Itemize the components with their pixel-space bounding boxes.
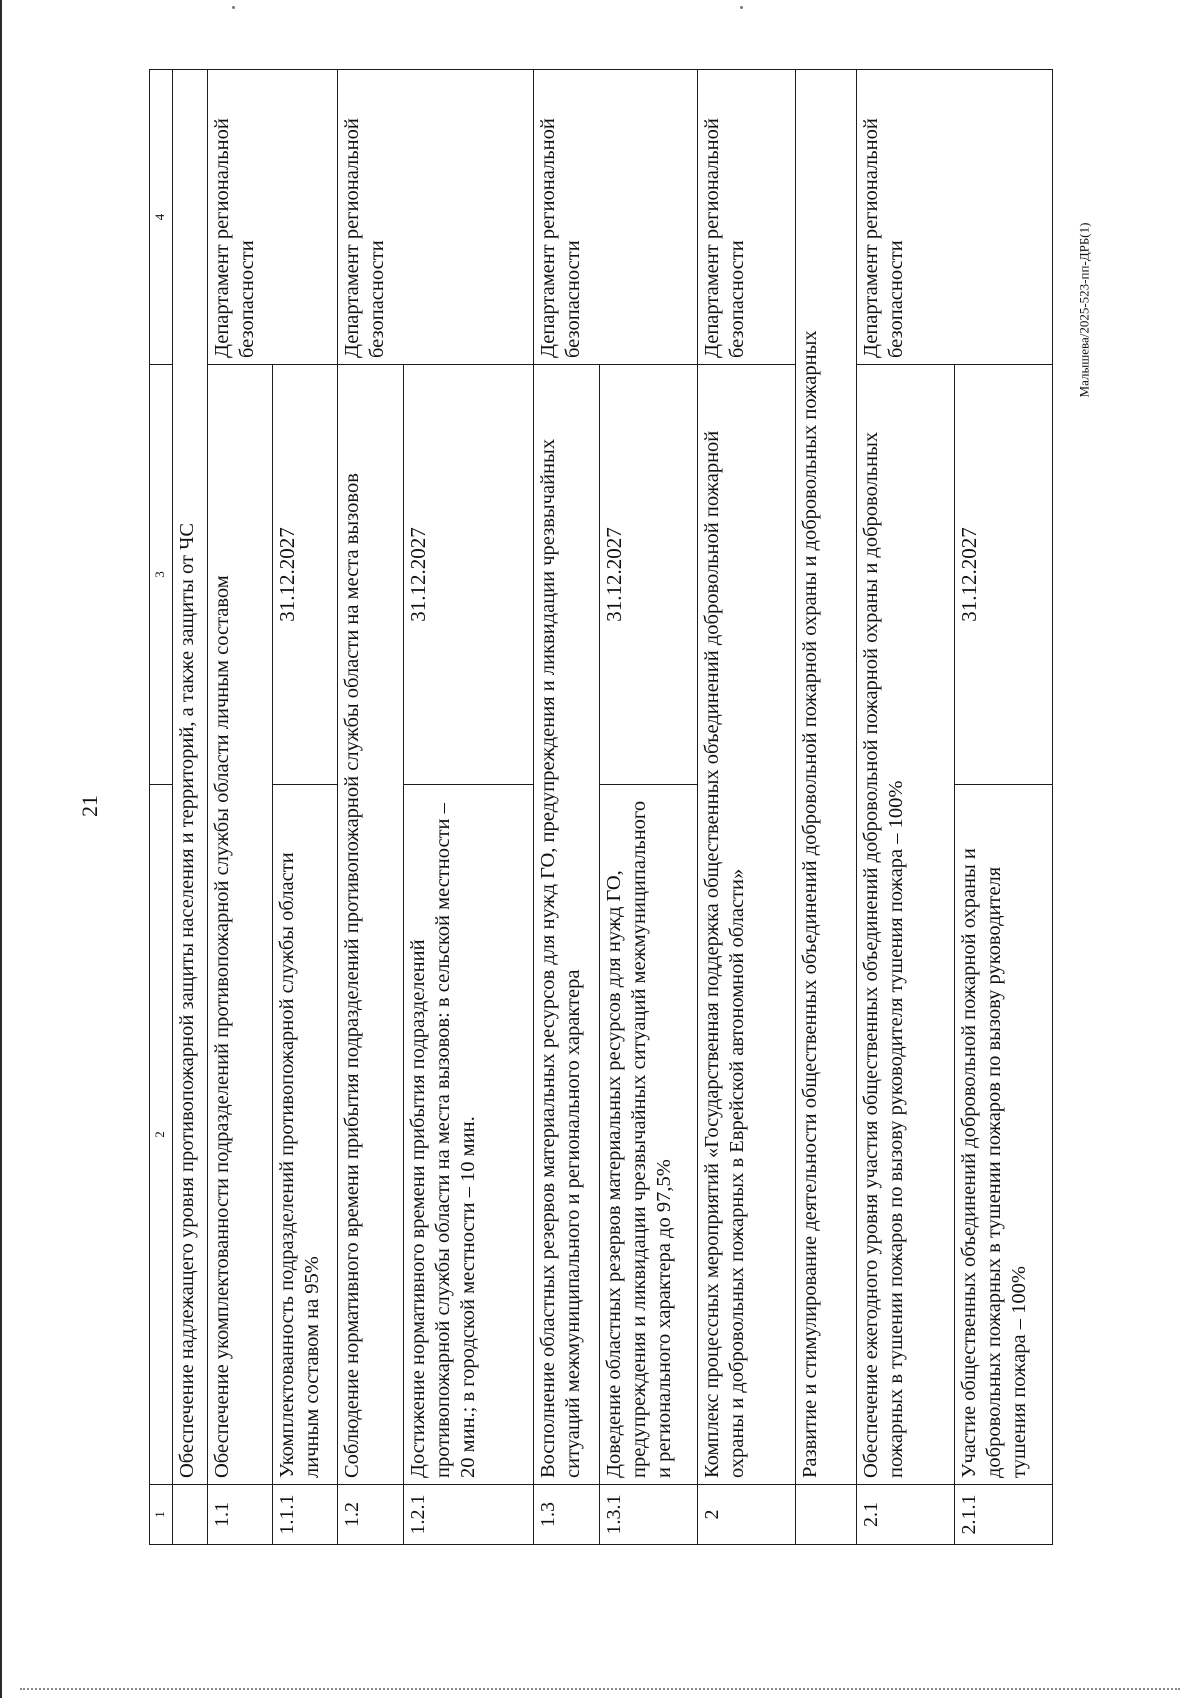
scan-speck: [232, 6, 235, 9]
row-task: Соблюдение нормативного времени прибытия подразделений противопожарной службы области на места вызовов: [338, 365, 403, 1485]
scan-left-edge: [0, 0, 2, 1698]
row-date: 31.12.2027: [272, 365, 337, 785]
row-result: Доведение областных резервов материальных ресурсов для нужд ГО, предупреждения и ликвидации чрезвычайных ситуаций межмуниципального и регионального характера до 97,5%: [599, 785, 697, 1485]
header-cell: 3: [150, 365, 173, 785]
row-date: 31.12.2027: [403, 365, 534, 785]
row-date: 31.12.2027: [954, 365, 1052, 785]
row-result: Укомплектованность подразделений противопожарной службы области личным составом на 95%: [272, 785, 337, 1485]
table-row: [795, 70, 856, 1545]
table-row: [697, 70, 795, 1545]
header-cell: 4: [150, 70, 173, 365]
scan-speck: [740, 6, 743, 9]
row-task: Обеспечение ежегодного уровня участия общественных объединений добровольной пожарной охраны и добровольных пожарных в тушении пожаров по вызову руководителя тушения пожара – 100%: [856, 365, 954, 1485]
row-result: Достижение нормативного времени прибытия подразделений противопожарной службы области на места вызовов: в сельской местности – 20 мин.; в городской местности – 10 мин.: [403, 785, 534, 1485]
rotated-table-wrapper: [149, 70, 1053, 1545]
row-responsible: Департамент региональной безопасности: [697, 70, 795, 365]
row-task: Обеспечение укомплектованности подразделений противопожарной службы области личным составом: [207, 365, 272, 1485]
empty-cell: [795, 1485, 856, 1545]
row-number: 2: [697, 1485, 795, 1545]
row-number: 1.3: [534, 1485, 599, 1545]
section-heading: Развитие и стимулирование деятельности общественных объединений добровольной пожарной охраны и добровольных пожарных: [795, 70, 856, 1485]
footer-code: Малышева/2025-523-пп-ДРБ(1): [1076, 222, 1092, 398]
row-number: 1.3.1: [599, 1485, 697, 1545]
row-number: 1.1: [207, 1485, 272, 1545]
table-row: [338, 70, 403, 1545]
scan-bottom-edge: [20, 1688, 1180, 1690]
row-task: Комплекс процессных мероприятий «Государственная поддержка общественных объединений добровольной пожарной охраны и добровольных пожарных в Еврейской автономной области»: [697, 365, 795, 1485]
row-result: Участие общественных объединений добровольной пожарной охраны и добровольных пожарных в тушении пожаров по вызову руководителя тушения пожара – 100%: [954, 785, 1052, 1485]
row-number: 2.1: [856, 1485, 954, 1545]
header-cell: 1: [150, 1485, 173, 1545]
row-number: 2.1.1: [954, 1485, 1052, 1545]
plan-table: [149, 69, 1053, 1545]
row-number: 1.2.1: [403, 1485, 534, 1545]
table-header-row: [150, 70, 173, 1545]
table-row: [172, 70, 207, 1545]
row-task: Восполнение областных резервов материальных ресурсов для нужд ГО, предупреждения и ликвидации чрезвычайных ситуаций межмуниципального и регионального характера: [534, 365, 599, 1485]
empty-cell: [172, 1485, 207, 1545]
section-heading: Обеспечение надлежащего уровня противопожарной защиты населения и территорий, а также защиты от ЧС: [172, 70, 207, 1485]
row-responsible: Департамент региональной безопасности: [207, 70, 338, 365]
header-cell: 2: [150, 785, 173, 1485]
table-row: [207, 70, 272, 1545]
page-number: 21: [77, 795, 102, 817]
row-date: 31.12.2027: [599, 365, 697, 785]
row-number: 1.1.1: [272, 1485, 337, 1545]
table-row: [534, 70, 599, 1545]
row-responsible: Департамент региональной безопасности: [856, 70, 1052, 365]
table-row: [856, 70, 954, 1545]
row-responsible: Департамент региональной безопасности: [338, 70, 534, 365]
row-responsible: Департамент региональной безопасности: [534, 70, 697, 365]
row-number: 1.2: [338, 1485, 403, 1545]
